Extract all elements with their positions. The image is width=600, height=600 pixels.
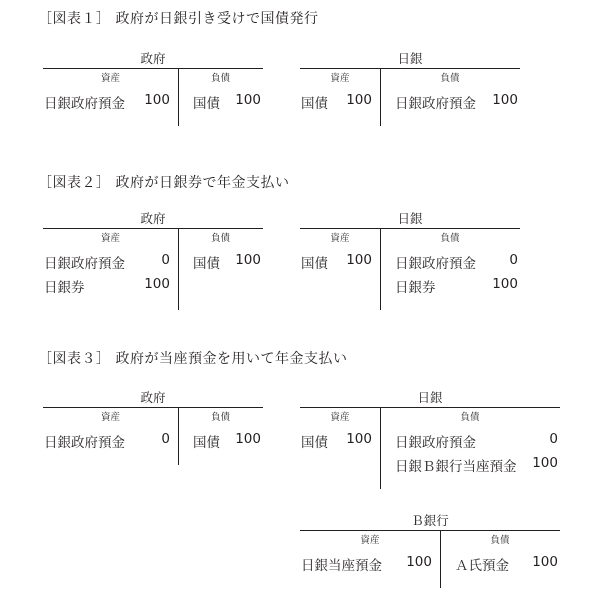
asset-label: 日銀政府預金 [44, 435, 125, 451]
liabilities-header: 負債 [210, 233, 230, 244]
liability-value: 0 [509, 252, 518, 268]
ledger-top-rule [300, 228, 520, 229]
asset-label: 国債 [301, 256, 328, 272]
asset-label: 国債 [301, 96, 328, 112]
assets-header: 資産 [330, 233, 350, 244]
figure-heading: ［図表２］ 政府が日銀券で年金支払い [38, 175, 290, 191]
ledger-name: 日銀 [397, 51, 423, 66]
ledger-name: 日銀 [397, 211, 423, 226]
liabilities-header: 負債 [490, 535, 510, 546]
asset-label: 日銀政府預金 [44, 256, 125, 272]
liability-value: 100 [235, 252, 261, 268]
ledger-name: 日銀 [417, 390, 443, 405]
liability-label: Ａ氏預金 [455, 558, 509, 574]
asset-label: 国債 [301, 435, 328, 451]
liability-label: 国債 [193, 435, 220, 451]
liability-label: 国債 [193, 96, 220, 112]
asset-value: 0 [161, 431, 170, 447]
liability-label: 国債 [193, 256, 220, 272]
liability-value: 100 [492, 92, 518, 108]
liabilities-header: 負債 [210, 73, 230, 84]
ledger-name: 政府 [140, 390, 166, 405]
ledger-top-rule [43, 228, 263, 229]
liability-label: 日銀券 [395, 280, 436, 296]
liability-value: 100 [235, 431, 261, 447]
asset-label: 日銀政府預金 [44, 96, 125, 112]
asset-value: 100 [144, 92, 170, 108]
liabilities-header: 負債 [460, 412, 480, 423]
ledger-name: Ｂ銀行 [411, 513, 449, 528]
assets-header: 資産 [330, 73, 350, 84]
ledger-top-rule [43, 407, 263, 408]
ledger-name: 政府 [140, 51, 166, 66]
ledger-top-rule [43, 68, 263, 69]
liability-label: 日銀Ｂ銀行当座預金 [395, 459, 517, 475]
asset-value: 100 [346, 92, 372, 108]
liability-label: 日銀政府預金 [395, 435, 476, 451]
assets-header: 資産 [100, 233, 120, 244]
liability-value: 100 [492, 276, 518, 292]
liability-value: 100 [532, 554, 558, 570]
asset-value: 100 [346, 431, 372, 447]
asset-label: 日銀券 [44, 280, 85, 296]
figure-heading: ［図表１］ 政府が日銀引き受けで国債発行 [38, 11, 319, 27]
assets-header: 資産 [100, 412, 120, 423]
assets-header: 資産 [360, 535, 380, 546]
asset-value: 100 [346, 252, 372, 268]
liabilities-header: 負債 [440, 233, 460, 244]
asset-value: 100 [406, 554, 432, 570]
ledger-top-rule [300, 407, 560, 408]
liabilities-header: 負債 [210, 412, 230, 423]
liability-label: 日銀政府預金 [395, 256, 476, 272]
liability-value: 100 [532, 455, 558, 471]
ledger-name: 政府 [140, 211, 166, 226]
assets-header: 資産 [330, 412, 350, 423]
ledger-top-rule [300, 68, 520, 69]
liabilities-header: 負債 [440, 73, 460, 84]
assets-header: 資産 [100, 73, 120, 84]
ledger-top-rule [300, 530, 560, 531]
asset-label: 日銀当座預金 [301, 558, 382, 574]
asset-value: 0 [161, 252, 170, 268]
liability-value: 100 [235, 92, 261, 108]
figure-heading: ［図表３］ 政府が当座預金を用いて年金支払い [38, 351, 348, 367]
liability-label: 日銀政府預金 [395, 96, 476, 112]
asset-value: 100 [144, 276, 170, 292]
liability-value: 0 [549, 431, 558, 447]
